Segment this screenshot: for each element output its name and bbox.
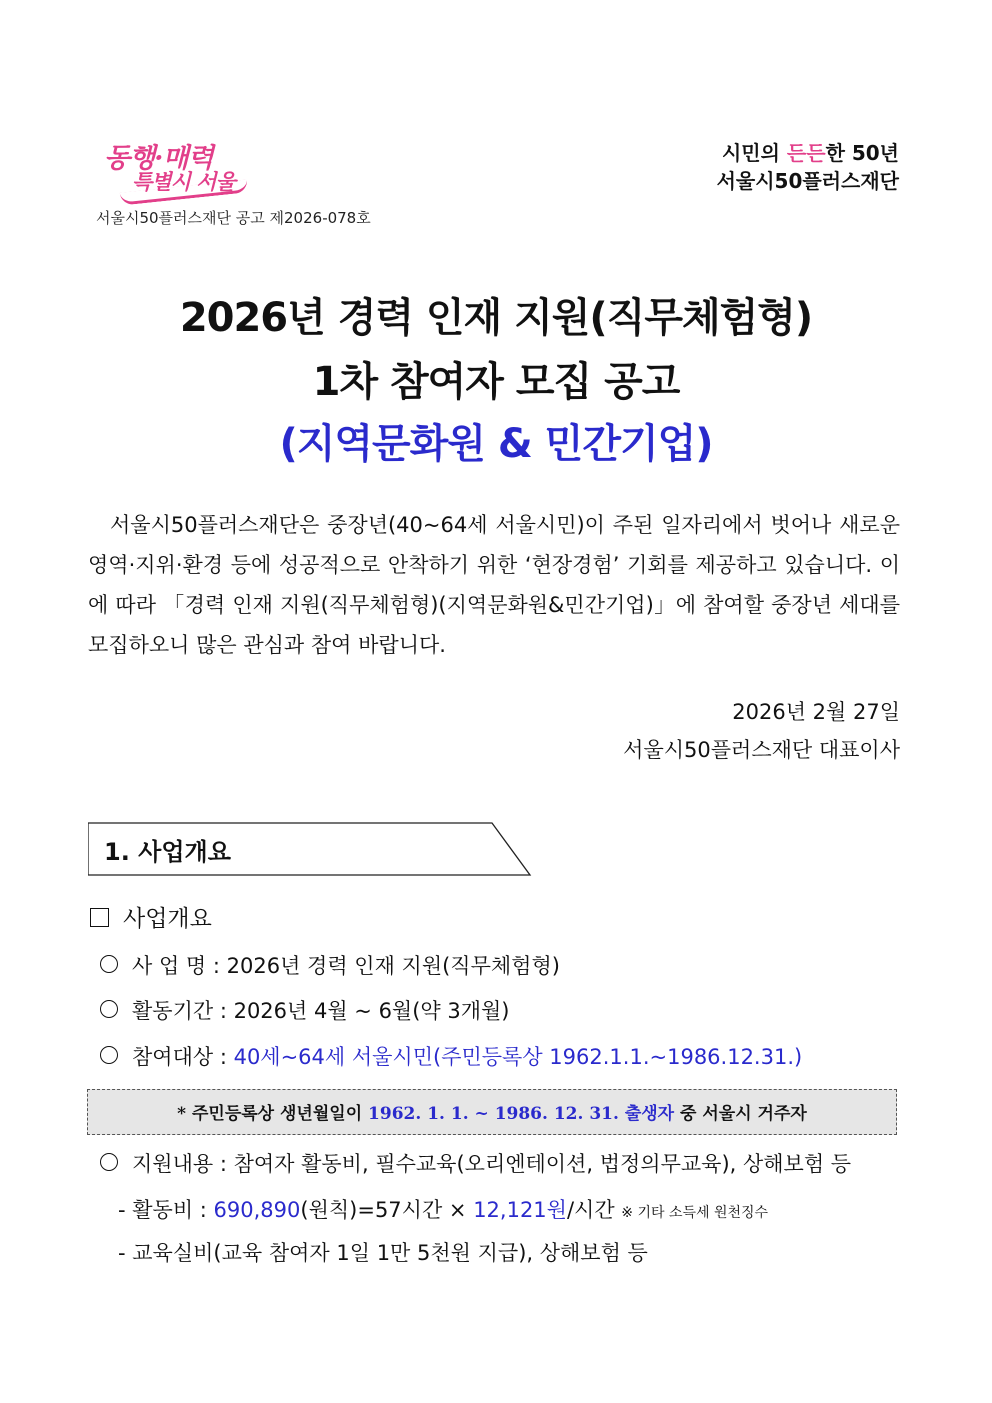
circle-bullet-icon [100,955,118,973]
slogan-highlight: 든든 [786,141,826,165]
detail-activity-fee: - 활동비 : 690,890(원칙)=57시간 × 12,121원/시간 ※ 기타 소득세 원천징수 [118,1198,769,1222]
detail-education: - 교육실비(교육 참여자 1일 1만 5천원 지급), 상해보험 등 [118,1241,648,1265]
note-text: * 주민등록상 생년월일이 1962. 1. 1. ~ 1986. 12. 31. 출생자 중 서울시 거주자 [177,1104,807,1124]
section-title: 1. 사업개요 [104,838,231,866]
logo-line2: 특별시 서울 [132,169,235,194]
list-item: 사 업 명 : 2026년 경력 인재 지원(직무체험형) [100,950,560,980]
slogan-line1: 시민의 든든한 50년 [721,141,899,165]
notice-date: 2026년 2월 27일 [732,700,900,724]
circle-bullet-icon [100,1046,118,1064]
subheading: 사업개요 [90,900,212,933]
title-line3: (지역문화원 & 민간기업) [279,421,713,467]
notice-number: 서울시50플러스재단 공고 제2026-078호 [96,209,371,227]
issuer: 서울시50플러스재단 대표이사 [623,738,900,762]
checkbox-square-icon [90,908,109,927]
slogan-line2: 서울시50플러스재단 [716,169,899,193]
list-item: 지원내용 : 참여자 활동비, 필수교육(오리엔테이션, 법정의무교육), 상해보험 등 [100,1148,851,1178]
intro-paragraph: 서울시50플러스재단은 중장년(40~64세 서울시민)이 주된 일자리에서 벗어나 새로운 영역·지위·환경 등에 성공적으로 안착하기 위한 ‘현장경험’ 기회를 제공하고 있습니다. 이에 따라 「경력 인재 지원(직무체험형)(지역문화원&민간기업)」에 참여할 중장년 세대를 모집하오니 많은 관심과 참여 바랍니다. [88,513,900,657]
list-item: 참여대상 : 40세~64세 서울시민(주민등록상 1962.1.1.~1986.12.31.) [100,1041,802,1071]
circle-bullet-icon [100,1153,118,1171]
title-line2: 1차 참여자 모집 공고 [312,359,680,405]
slogan [717,139,899,195]
title-line1: 2026년 경력 인재 지원(직무체험형) [179,295,813,341]
list-item: 활동기간 : 2026년 4월 ~ 6월(약 3개월) [100,995,510,1025]
circle-bullet-icon [100,1000,118,1018]
logo-line1: 동행·매력 [104,143,213,174]
